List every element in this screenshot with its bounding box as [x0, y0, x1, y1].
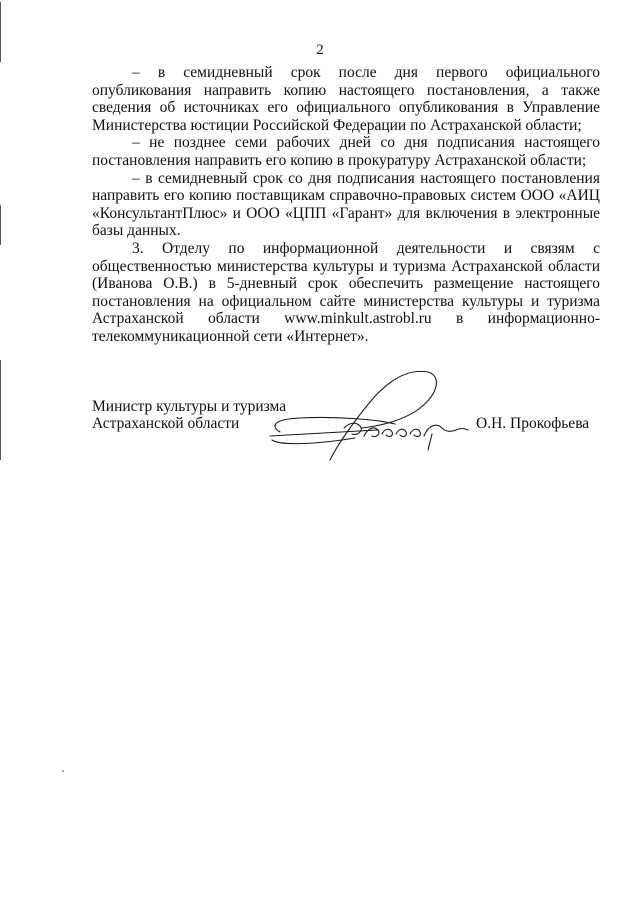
paragraph-legal-systems: – в семидневный срок со дня подписания настоящего постановления направить его копию поставщикам справочно-правовых систем ООО «АИЦ «КонсультантПлюс» и ООО «ЦПП «Гарант» для включения в электронные базы данных. — [92, 169, 600, 240]
scan-dust-mark — [62, 770, 64, 772]
signatory-name: О.Н. Прокофьева — [476, 415, 590, 432]
signatory-region: Астраханской области — [92, 415, 240, 432]
scan-edge-mark — [0, 205, 1, 245]
scan-edge-mark — [0, 360, 1, 460]
signatory-position: Министр культуры и туризма — [92, 398, 287, 415]
paragraph-information-department: 3. Отделу по информационной деятельности и связям с общественностью министерства культуры и туризма Астраханской области (Иванова О.В.) в 5-дневный срок обеспечить размещение настоящего постановления на официальном сайте министерства культуры и туризма Астраханской области www.minkult.astrobl.ru в информационно-телекоммуникационной сети «Интернет». — [92, 239, 600, 345]
document-body — [92, 64, 600, 346]
paragraph-prosecutor: – не позднее семи рабочих дней со дня подписания настоящего постановления направить его копию в прокуратуру Астраханской области; — [92, 134, 600, 169]
page-number: 2 — [316, 42, 324, 58]
paragraph-publication: – в семидневный срок после дня первого официального опубликования направить копию настоящего постановления, а также сведения об источниках его официального опубликования в Управление Министерства юстиции Российской Федерации по Астраханской области; — [92, 64, 600, 134]
handwritten-signature — [260, 364, 475, 464]
